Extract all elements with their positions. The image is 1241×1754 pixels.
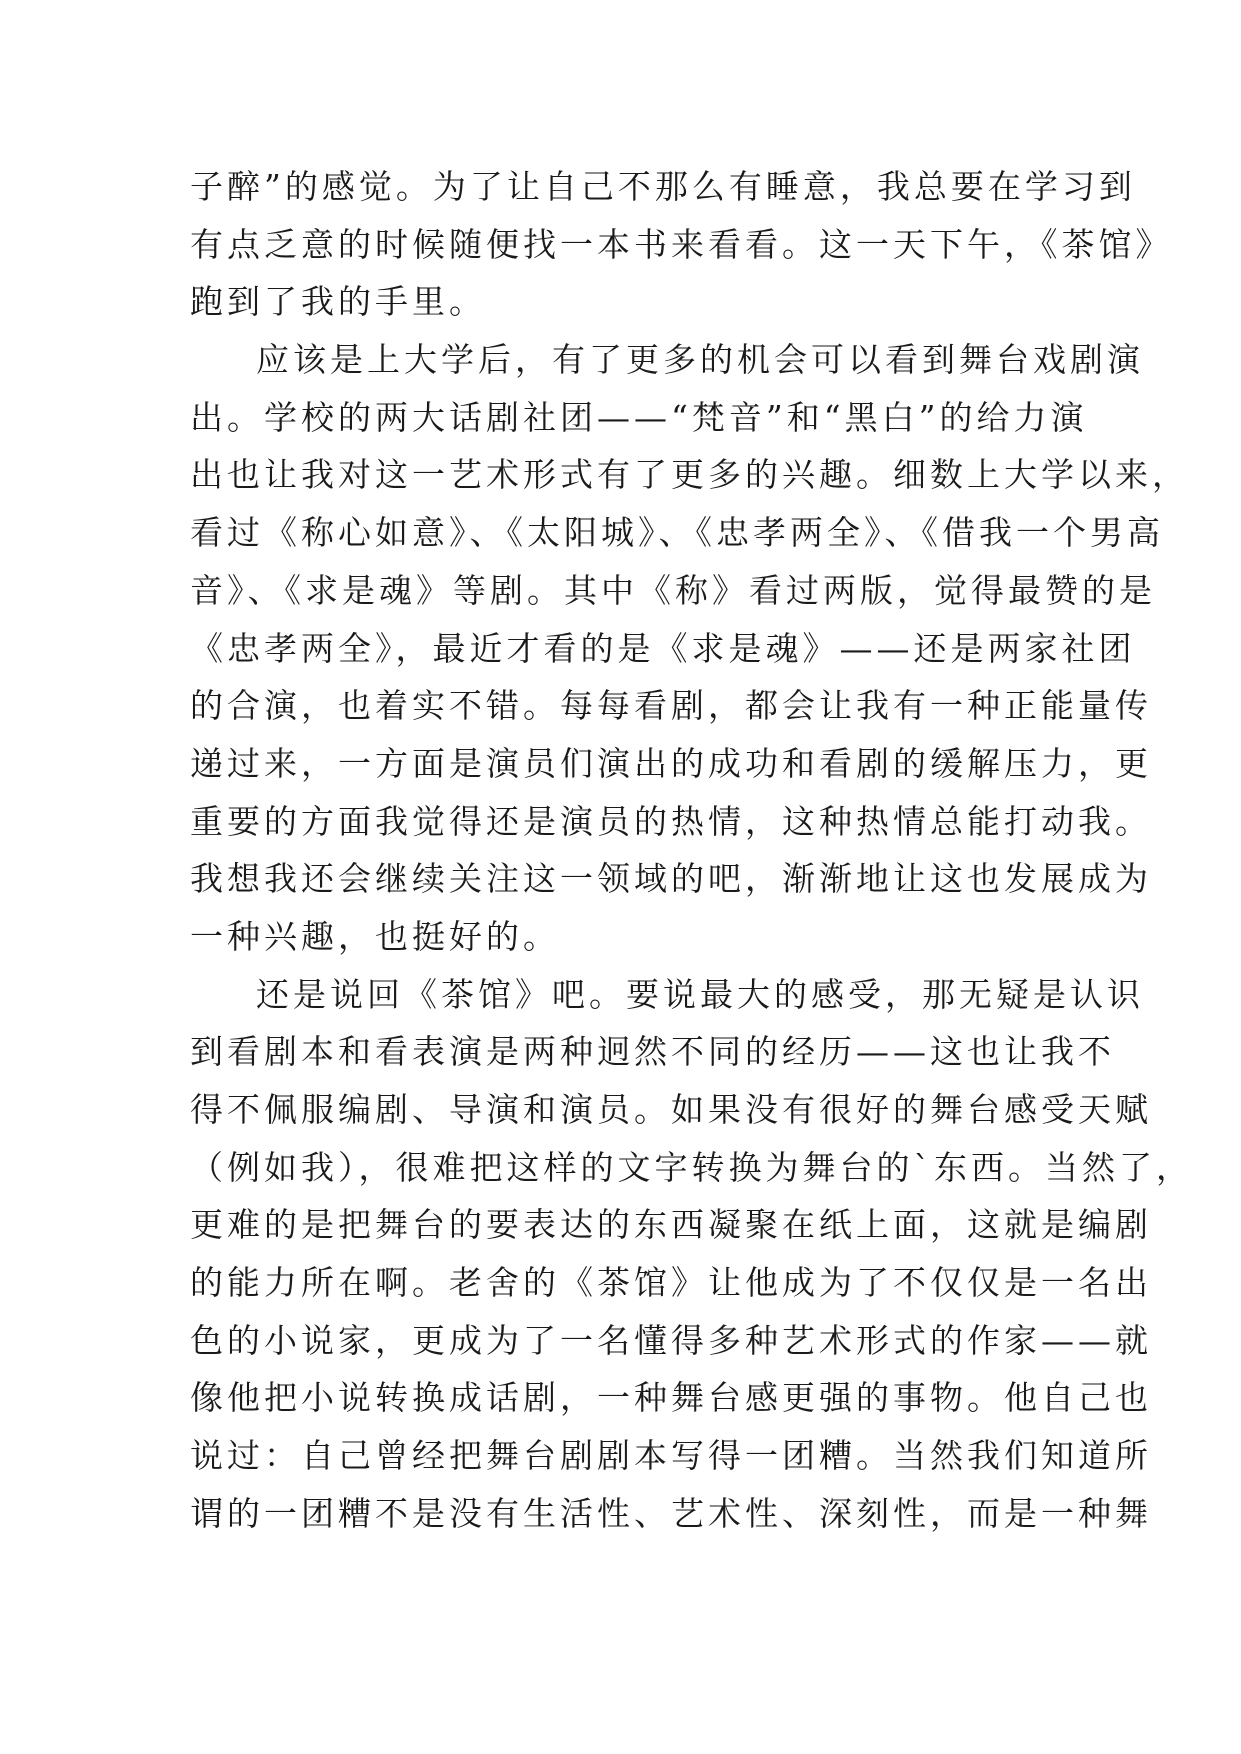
text-line: 像他把小说转换成话剧，一种舞台感更强的事物。他自己也	[190, 1378, 1152, 1418]
text-line: 出也让我对这一艺术形式有了更多的兴趣。细数上大学以来，	[190, 455, 1189, 495]
text-line: 得不佩服编剧、导演和演员。如果没有很好的舞台感受天赋	[190, 1090, 1152, 1129]
paragraph	[190, 158, 1173, 331]
text-line: 更难的是把舞台的要表达的东西凝聚在纸上面，这就是编剧	[190, 1205, 1152, 1245]
text-line: 谓的一团糟不是没有生活性、艺术性、深刻性，而是一种舞	[190, 1493, 1152, 1533]
text-line: 音》、《求是魂》等剧。其中《称》看过两版，觉得最赞的是	[190, 570, 1156, 610]
text-line: 《忠孝两全》，最近才看的是《求是魂》——还是两家社团	[190, 628, 1136, 668]
text-line: 到看剧本和看表演是两种迥然不同的经历——这也让我不	[190, 1032, 1115, 1072]
text-line: 的能力所在啊。老舍的《茶馆》让他成为了不仅仅是一名出	[190, 1263, 1152, 1303]
text-line: （例如我），很难把这样的文字转换为舞台的`东西。当然了，	[190, 1147, 1193, 1187]
text-line: 子醉”的感觉。为了让自己不那么有睡意，我总要在学习到	[190, 167, 1136, 206]
paragraph	[190, 331, 1189, 966]
text-line: 色的小说家，更成为了一名懂得多种艺术形式的作家——就	[190, 1320, 1152, 1360]
text-line: 应该是上大学后，有了更多的机会可以看到舞台戏剧演	[256, 340, 1144, 380]
text-line: 跑到了我的手里。	[190, 282, 486, 322]
text-line: 递过来，一方面是演员们演出的成功和看剧的缓解压力，更	[190, 743, 1152, 783]
text-line: 一种兴趣，也挺好的。	[190, 916, 560, 956]
document-body	[190, 158, 1193, 1543]
text-line: 我想我还会继续关注这一领域的吧，渐渐地让这也发展成为	[190, 859, 1152, 899]
text-line: 重要的方面我觉得还是演员的热情，这种热情总能打动我。	[190, 801, 1152, 841]
text-line: 出。学校的两大话剧社团——“梵音”和“黑白”的给力演	[190, 397, 1088, 437]
text-line: 看过《称心如意》、《太阳城》、《忠孝两全》、《借我一个男高	[190, 513, 1164, 553]
text-line: 的合演，也着实不错。每每看剧，都会让我有一种正能量传	[190, 686, 1152, 726]
paragraph	[190, 966, 1193, 1543]
text-line: 还是说回《茶馆》吧。要说最大的感受，那无疑是认识	[256, 974, 1144, 1014]
text-line: 说过：自己曾经把舞台剧剧本写得一团糟。当然我们知道所	[190, 1436, 1152, 1476]
text-line: 有点乏意的时候随便找一本书来看看。这一天下午，《茶馆》	[190, 224, 1173, 264]
